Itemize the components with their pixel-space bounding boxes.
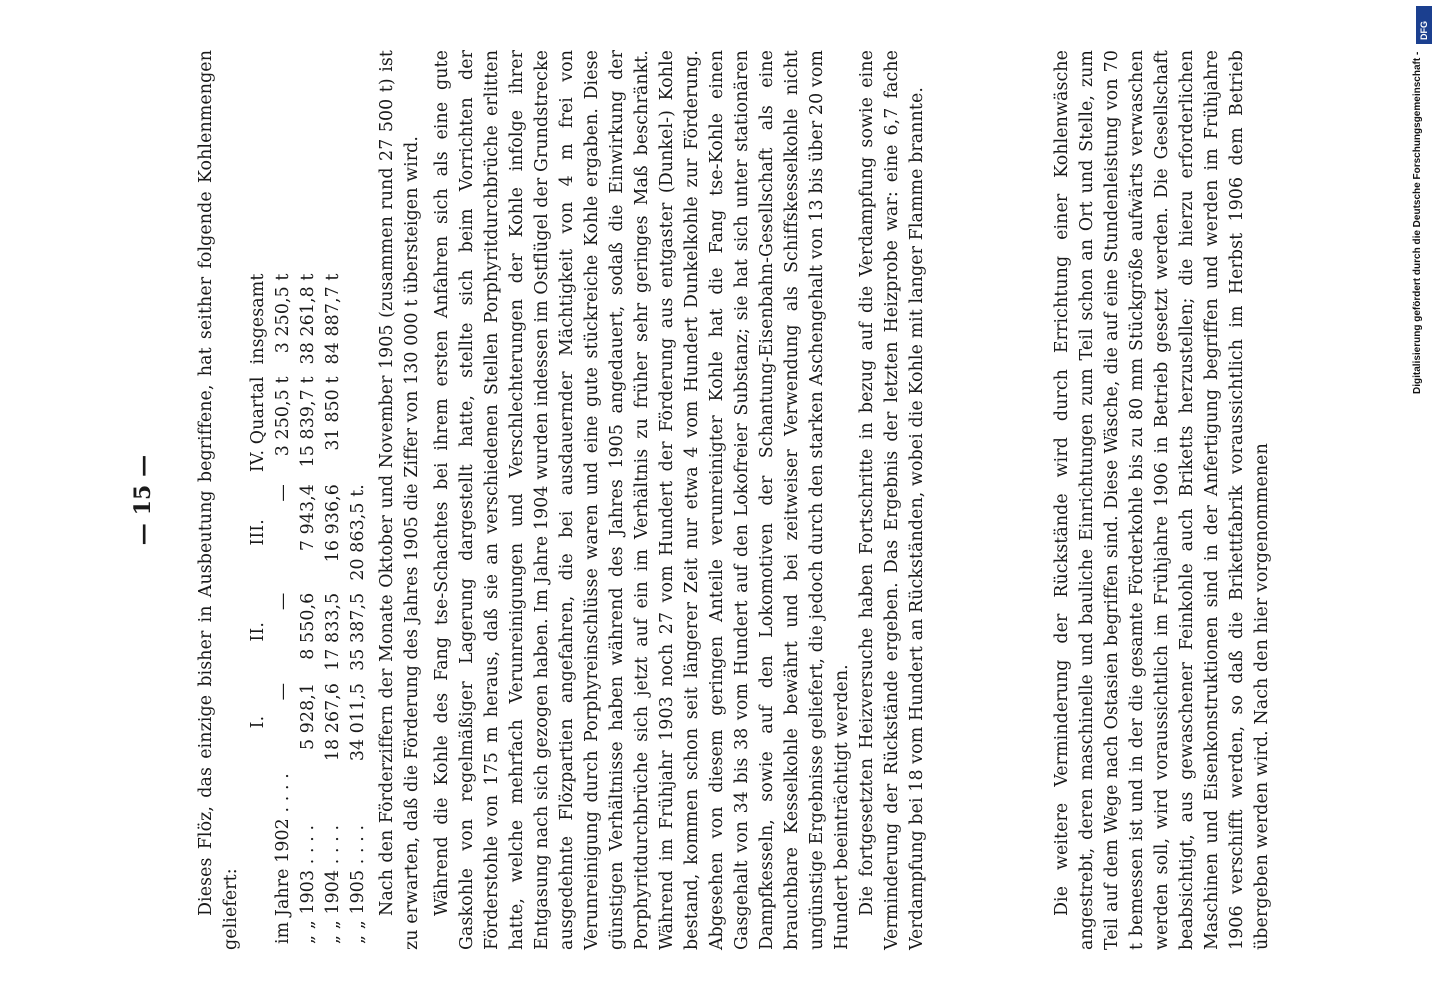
cell-total: 3 250,5 t xyxy=(273,273,293,354)
table-header-cell: IV. Quartal xyxy=(248,376,268,473)
row-label: „ „ 1905 . . . . xyxy=(348,824,368,944)
cell-q1: 18 267,6 xyxy=(323,682,343,762)
cell-q3: 16 936,6 xyxy=(323,484,343,563)
waesche-paragraph: Die weitere Verminderung der Rückstände wird durch Errichtung einer Kohlenwäsche angestrebt, deren maschinelle und bauliche Einrichtungen zum Teil schon an Ort und Stelle, zum Teil auf dem Wege nach Ostasien begriffen sind. Diese Wäsche, die auf eine Stundenleistung von 70 t bemessen ist und in der die gesamte Förderkohle bis zu 80 mm Stückgröße aufwärts verwaschen werden soll, wird voraussichtlich im Frühjahre 1906 in Betrieb gesetzt werden. Die Gesellschaft beabsichtigt, aus gewaschener Feinkohle auch Briketts herzustellen; die hierzu erforderlichen Maschinen und Eisenkonstruktionen sind in der Anfertigung begriffen und werden im Frühjahre 1906 verschifft werden, so daß die Brikettfabrik voraussichtlich im Herbst 1906 dem Betrieb übergeben werden wird. Nach den hier vorgenommenen xyxy=(1052,50,1272,950)
row-label: „ „ 1904 . . . . xyxy=(323,824,343,944)
cell-q3: 20 863,5 t. xyxy=(348,484,368,581)
row-label: im Jahre 1902 . . . . xyxy=(273,773,293,944)
table-header-cell xyxy=(246,767,271,950)
cell-q4: 31 850 t xyxy=(323,376,343,451)
cell-q2: 17 833,5 xyxy=(323,592,343,671)
table-row xyxy=(321,267,346,950)
table-row xyxy=(271,267,296,950)
cell-q4: 3 250,5 t xyxy=(273,376,293,457)
heizversuche-paragraph: Die fortgesetzten Heizversuche haben Fortschritte in bezug auf die Verdampfung sowie eine Verminderung der Rückstände ergeben. Das Ergebnis der letzten Heizprobe war: eine 6,7 fache Verdampfung bei 18 vom Hundert an Rückständen, wobei die Kohle mit langer Flamme brannte. xyxy=(857,50,927,950)
cell-total xyxy=(346,267,371,370)
cell-q3: — xyxy=(273,484,293,502)
production-table xyxy=(246,267,371,950)
cell-q1: 34 011,5 xyxy=(348,682,368,762)
table-header-cell: insgesamt xyxy=(248,273,268,365)
table-row xyxy=(296,267,321,950)
table-header-cell: II. xyxy=(248,622,268,642)
section-beschaffenheit xyxy=(430,50,930,950)
table-header-row xyxy=(246,267,271,950)
cell-q4: 15 839,7 t xyxy=(298,376,318,468)
rotated-page xyxy=(130,50,1290,950)
table-header-cell: I. xyxy=(248,715,268,729)
cell-total: 38 261,8 t xyxy=(298,273,318,365)
section-kohlenwaesche xyxy=(1050,50,1275,950)
cell-q3: 7 943,4 xyxy=(298,484,318,552)
page-number: — 15 — xyxy=(130,454,156,546)
ziffern-paragraph: Nach den Förderziffern der Monate Oktober und November 1905 (zusammen rund 27 500 t) ist zu erwarten, daß die Förderung des Jahres 1905 die Ziffer von 130 000 t übersteigen wird. xyxy=(377,50,422,950)
beschaffenheit-paragraph: Während die Kohle des Fang tse-Schachtes bei ihrem ersten Anfahren sich als eine gute Gaskohle von regelmäßiger Lagerung dargestellt hatte, stellte sich beim Vorrichten der Förderstohle von 175 m heraus, daß sie an verschiedenen Stellen Porphyritdurchbrüche erlitten hatte, welche mehrfach Verunreinigungen und Verschlechterungen der Kohle infolge ihrer Entgasung nach sich gezogen haben. Im Jahre 1904 wurden indessen im Ostflügel der Grundstrecke ausgedehnte Flözpartien angefahren, die bei ausdauernder Mächtigkeit von 4 m frei von Verunreinigung durch Porphyreinschlüsse waren und eine gute stückreiche Kohle ergaben. Diese günstigen Verhältnisse haben während des Jahres 1905 angedauert, sodaß die Einwirkung der Porphyritdurchbrüche sich jetzt auf ein im Verhältnis zu früher sehr geringes Maß beschränkt. Während im Frühjahr 1903 noch 27 vom Hundert der Förderung aus entgaster (Dunkel-) Kohle bestand, kommen schon seit längerer Zeit nur etwa 4 vom Hundert Dunkelkohle zur Förderung. Abgesehen von diesem geringen Anteile verunreinigter Kohle hat die Fang tse-Kohle einen Gasgehalt von 34 bis 38 vom Hundert auf den Lokofreier Substanz; sie hat sich unter stationären Dampfkesseln, sowie auf den Lokomotiven der Schantung-Eisenbahn-Gesellschaft als eine brauchbare Kesselkohle bewährt und bei zeitweiser Verwendung als Schiffskesselkohle nicht ungünstige Ergebnisse geliefert, die jedoch durch den starken Aschengehalt von 13 bis über 20 vom Hundert beeinträchtigt werden. xyxy=(432,50,852,950)
cell-q2: 35 387,5 xyxy=(348,592,368,671)
cell-q1: 5 928,1 xyxy=(298,682,318,750)
cell-q1: — xyxy=(273,682,293,701)
cell-total: 84 887,7 t xyxy=(323,273,343,365)
intro-paragraph: Dieses Flöz, das einzige bisher in Ausbeutung begriffene, hat seither folgende Kohlenmengen geliefert: xyxy=(196,50,241,950)
table-header-cell: III. xyxy=(248,519,268,546)
cell-q4 xyxy=(346,370,371,478)
cell-q2: 8 550,6 xyxy=(298,592,318,660)
cell-q2: — xyxy=(273,592,293,611)
dfg-logo: DFG xyxy=(1416,6,1432,44)
table-row xyxy=(346,267,371,950)
section-foerderziffern xyxy=(194,50,425,950)
row-label: „ „ 1903 . . . . xyxy=(298,824,318,944)
